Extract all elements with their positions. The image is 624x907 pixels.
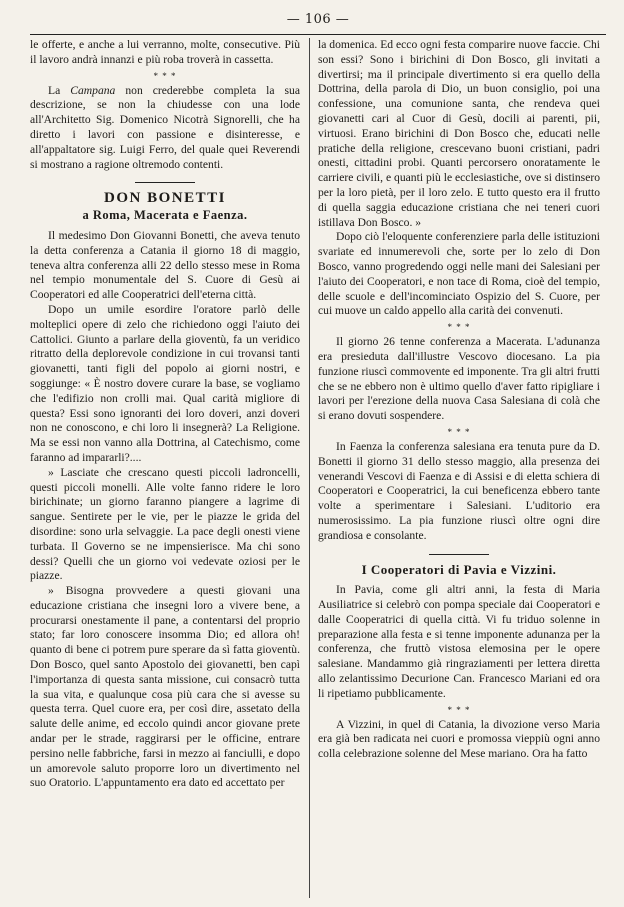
right-column [318,38,600,762]
article-title: DON BONETTI [104,190,226,207]
paragraph: la domenica. Ed ecco ogni festa comparire nuove faccie. Chi son essi? Sono i birichini di Don Bosco, gli invitati a divertirsi; ma il principale divertimento si era quello della Dottrina, della parola di Dio, un buon consiglio, poi una confessione, una comunione santa, che rendeva quei giovanetti cari al Cuor di Gesù, docili ai parenti, pii, virtuosi. Erano birichini di Don Bosco che, educati nelle pratiche della religione, crescevano buoni cristiani, padri onesti, cittadini probi. Quanti percorsero onoratamente le carriere civili, e quanti più le ecclesiastiche, ove si distinsero per la loro pietà, per il loro zelo. E tutto questo era il frutto di quella saggia educazione cristiana che nei teneri cuori istillava Don Bosco. » [318,38,600,229]
paragraph: Il medesimo Don Giovanni Bonetti, che aveva tenuto la detta conferenza a Catania il giorno 18 di maggio, teneva altra conferenza alli 22 dello stesso mese in Roma nel tempio monumentale del S. Cuore di Gesù ai Cooperatori ed alle Cooperatrici dell'eterna città. [30,228,300,302]
paragraph: le offerte, e anche a lui verranno, molte, consecutive. Più il lavoro andrà innanzi e più roba troverà in cassetta. [30,38,300,66]
left-column [30,38,300,791]
section-rule [429,554,489,555]
text: non crederebbe completa la sua descrizione, se non la chiudesse con una lode all'Architetto Sig. Domenico Nicotrà Signorelli, che ha diretto i lavori con passione e disinteresse, e all'appaltatore sig. Luigi Ferro, del quale quei Reverendi si mostrano a ragione oltremodo contenti. [30,83,300,171]
section-stars: * * * [447,322,471,333]
paragraph: » Lasciate che crescano questi piccoli ladroncelli, questi piccoli monelli. Alle volte fanno ridere le loro birichinate; un giorno faranno piangere a lagrime di sangue. Sentirete per le vie, per le piazze le grida del disordine: sono urla selvaggie. La pace degli onesti viene turbata. Il Governo se ne impensierisce. Ma chi sono dessi? Quelli che un giorno voi vedevate oziosi per le piazze. [30,465,300,583]
italic-text: Campana [70,83,116,97]
paragraph: A Vizzini, in quel di Catania, la divozione verso Maria era già ben radicata nei cuori e promossa vieppiù ogni anno colla celebrazione solenne del Mese mariano. Ora ha fatto [318,717,600,761]
article-title: I Cooperatori di Pavia e Vizzini. [361,561,557,577]
columns [30,38,606,898]
paragraph [30,84,300,173]
page [30,8,606,898]
paragraph: In Pavia, come gli altri anni, la festa di Maria Ausiliatrice si celebrò con pompa speciale dai Cooperatori e dalle Cooperatrici di quella città. Vi fu triduo solenne in preparazione alla festa e si tenne imponente adunanza per la conferenza, che fruttò vistosa elemosina per le opere salesiane. Mandammo già ringraziamenti per lettera diretta allo zelantissimo Decurione Can. Francesco Mariani ed ora li ripetiamo pubblicamente. [318,583,600,700]
section-stars: * * * [447,704,471,715]
column-divider [309,38,310,898]
section-rule [135,182,195,183]
section-stars: * * * [153,70,177,81]
article-subtitle: a Roma, Macerata e Faenza. [82,208,248,223]
paragraph: » Bisogna provvedere a questi giovani una educazione cristiana che insegni loro a vivere bene, a procurarsi onestamente il pane, a contentarsi del proprio stato; far loro conoscere insomma Dio; ed allora oh! quanto di bene ci potrem pure sperare da sì fatta gioventù. Don Bosco, quel santo Apostolo dei giovanetti, ben capì l'importanza di questa santa missione, cui consacrò tutta la sua vita, e qualunque cosa più cara che si avesse su questa terra. Quel cuore era, per così dire, assetato della salute delle anime, ed eccolo quindi ancor giovane prete andar per le strade, raggirarsi per le officine, entrare persino nelle fabbriche, farsi in mezzo ai fanciulli, e dopo un amorevole saluto proporre loro un divertimento nel suo Oratorio. L'appuntamento era dato ed accettato per [30,584,300,790]
paragraph: Il giorno 26 tenne conferenza a Macerata. L'adunanza era presieduta dall'illustre Vescovo diocesano. La pia funzione riuscì commovente ed imponente. Tra gli altri frutti che se ne ebbero non è ultimo quello d'aver fatto ripigliare i lavori per l'erezione della nuova Casa Salesiana di colà che si erano dovuti sospendere. [318,335,600,423]
header-rule [30,34,606,35]
page-header [30,8,606,32]
paragraph: In Faenza la conferenza salesiana era tenuta pure da D. Bonetti il giorno 31 dello stesso maggio, alla presenza dei venerandi Vescovi di Faenza e di Assisi e di eletta schiera di Cooperatori e Cooperatrici, la cui beneficenza ebbero tante volte a sperimentare i Salesiani. L'uditorio era numerosissimo. La pia funzione riuscì oltre ogni dire grandiosa e consolante. [318,439,600,542]
paragraph: Dopo un umile esordire l'oratore parlò delle molteplici opere di zelo che richiedono oggi l'aiuto dei Cattolici. Giunto a parlare della gioventù, fa un veridico ritratto della deplorevole condizione in cui trovansi tanti giovanetti, tanti figli del popolo ai giorni nostri, e soggiunge: « È nostro dovere curare la base, se vogliamo che l'edifizio non crolli mai. Qual carità migliore di questa? Essi sono ignoranti dei loro doveri, anzi doveri non ne conoscono, e chi loro li insegnerà? La Religione. Ma se essi non vanno alla Dottrina, al Catechismo, come faranno ad impararli?.... [30,302,300,464]
paragraph: Dopo ciò l'eloquente conferenziere parla delle istituzioni svariate ed innumerevoli che, sorte per lo zelo di Don Bosco, vanno progredendo oggi nelle mani dei Salesiani per l'aiuto dei Cooperatori, e non tace di Roma, cioè del tempio, delle scuole e dell'incominciato Ospizio del S. Cuore, per cui muove un caldo appello alla carità dei convenuti. [318,230,600,318]
page-number: — 106 — [286,12,350,27]
text: La [48,83,71,97]
section-stars: * * * [447,426,471,437]
